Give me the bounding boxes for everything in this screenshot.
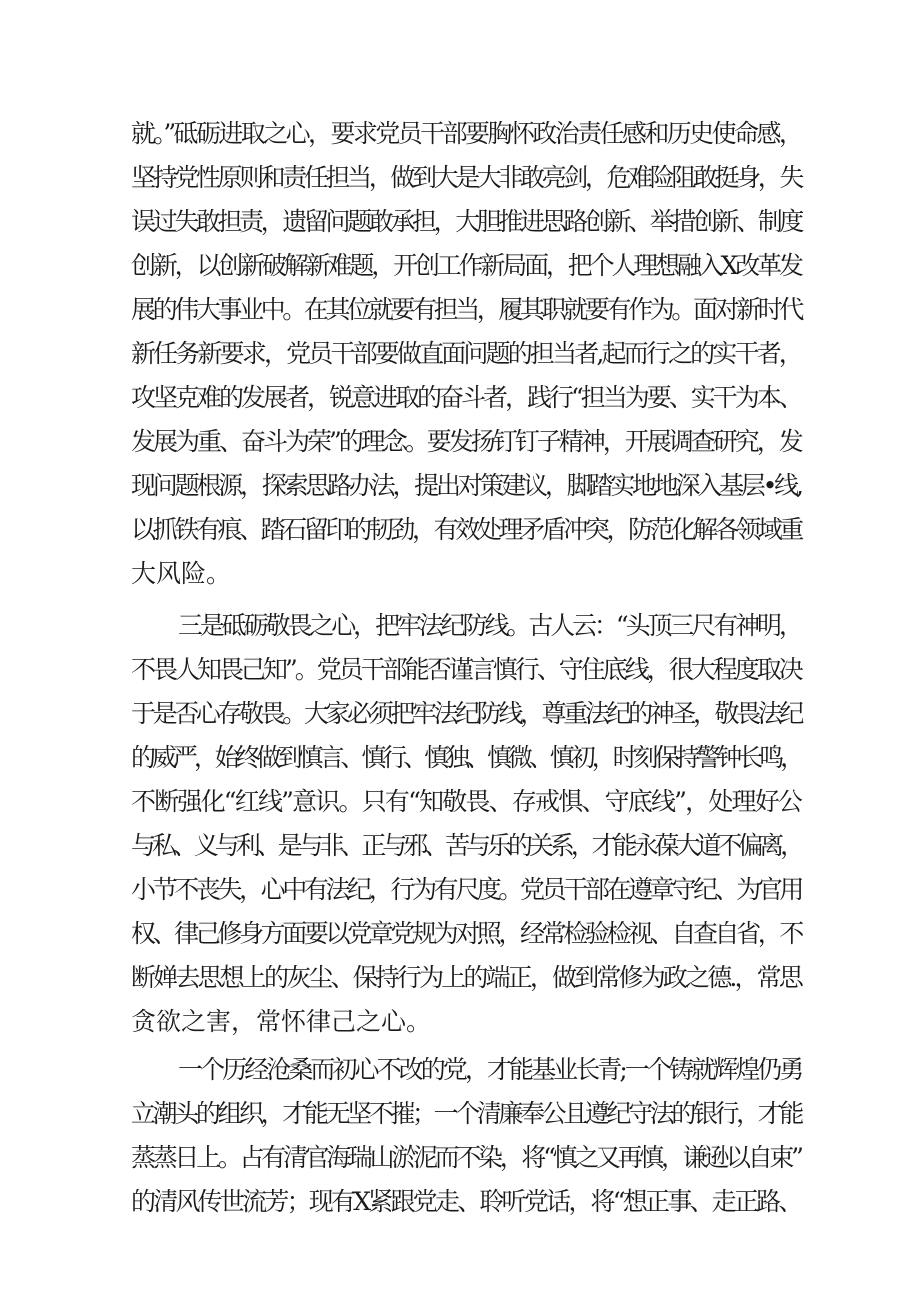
text-line: 展的伟大事业中。在其位就要有担当，履其职就要有作为。面对新时代 [131, 295, 802, 324]
text-line: 小节不丧失，心中有法纪，行为有尺度。党员干部在遵章守纪、为官用 [131, 875, 802, 904]
text-line: 不畏人知畏己知”。党员干部能否谨言慎行、守住底线，很大程度取决 [131, 655, 801, 684]
text-line: 与私、义与利、是与非、正与邪、苦与乐的关系，才能永葆大道不偏离， [131, 831, 802, 860]
text-line: 以抓铁有痕、踏石留印的韧劲，有效处理矛盾冲突，防范化解各领域重 [131, 515, 802, 544]
text-line: 贪欲之害，常怀律己之心。 [131, 1007, 432, 1036]
text-line: 坚持党性原则和责任担当，做到大是大非敢亮剑，危难险阻敢挺身，失 [131, 163, 802, 192]
text-line: 立潮头的组织，才能无坚不摧；一个清廉奉公且遵纪守法的银行，才能 [131, 1099, 802, 1128]
text-line: 的清风传世流芳；现有X紧跟党走、聆听党话，将“想正事、走正路、 [131, 1187, 801, 1216]
text-line: 新任务新要求，党员干部要做直面问题的担当者,起而行之的实干者， [131, 339, 801, 368]
text-line: 攻坚克难的发展者，锐意进取的奋斗者，践行“担当为要、实干为本、 [131, 383, 801, 412]
text-line: 误过失敢担责，遗留问题敢承担，大胆推进思路创新、举措创新、制度 [131, 207, 802, 236]
text-line: 权、律己修身方面要以党章党规为对照，经常检验检视、自查自省，不 [131, 919, 802, 948]
text-line: 创新，以创新破解新难题，开创工作新局面，把个人理想融入X改革发 [131, 251, 801, 280]
text-line: 现问题根源，探索思路办法，提出对策建议，脚踏实地地深入基层•线, [131, 471, 801, 500]
text-line: 大风险。 [131, 559, 232, 588]
text-line: 不断强化“红线”意识。只有“知敬畏、存戒惧、守底线”，处理好公 [131, 787, 802, 816]
text-line: 发展为重、奋斗为荣”的理念。要发扬钉钉子精神，开展调查研究，发 [131, 427, 801, 456]
text-line: 断婵去思想上的灰尘、保持行为上的端正，做到常修为政之德.，常思 [131, 963, 801, 992]
text-line: 的威严，始终做到慎言、慎行、慎独、慎微、慎初，时刻保持警钟长鸣， [131, 743, 802, 772]
text-line: 于是否心存敬畏。大家必须把牢法纪防线，尊重法纪的神圣，敬畏法纪 [131, 699, 802, 728]
paragraph-first-line: 一个历经沧桑而初心不改的党，才能基业长青;一个铸就辉煌仍勇 [178, 1055, 802, 1084]
text-line: 就。”砥砺进取之心，要求党员干部要胸怀政治责任感和历史使命感， [131, 119, 802, 148]
paragraph-first-line: 三是砥砺敬畏之心，把牢法纪防线。古人云：“头顶三尺有神明， [178, 611, 801, 640]
text-line: 蒸蒸日上。占有清官海瑞山淤泥而不染，将“慎之又再慎，谦逊以自束” [131, 1143, 801, 1172]
